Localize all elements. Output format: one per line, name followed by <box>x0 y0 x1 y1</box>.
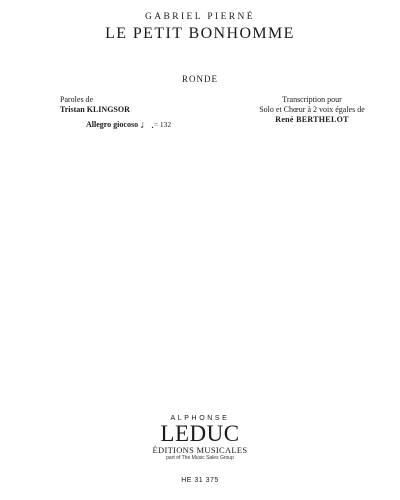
publisher-logo <box>0 414 400 462</box>
piece-subtitle: RONDE <box>182 74 218 84</box>
catalog-number: HE 31 375 <box>181 477 219 484</box>
composer-name: GABRIEL PIERNÉ <box>144 12 256 22</box>
transcription-credit <box>244 95 380 125</box>
tempo-bpm: = 132 <box>153 120 172 129</box>
logo-line-3: ÉDITIONS MUSICALES <box>152 445 248 455</box>
lyrics-prefix: Paroles de <box>60 95 94 104</box>
piece-title: LE PETIT BONHOMME <box>105 25 295 42</box>
tempo-text: Allegro giocoso <box>86 120 139 129</box>
logo-line-4: part of The Music Sales Group <box>166 455 234 461</box>
tempo-marking <box>86 119 171 131</box>
logo-line-2: LEDUC <box>160 421 240 446</box>
lyrics-credit <box>60 95 130 115</box>
logo-line-1: ALPHONSE <box>170 415 230 422</box>
transcription-line-1: Transcription pour <box>282 95 342 104</box>
transcription-author: René BERTHELOT <box>275 115 349 124</box>
lyrics-author: Tristan KLINGSOR <box>60 105 130 114</box>
dotted-quarter-note-icon: ♩. <box>140 119 154 131</box>
transcription-line-2: Solo et Chœur à 2 voix égales de <box>259 105 365 114</box>
